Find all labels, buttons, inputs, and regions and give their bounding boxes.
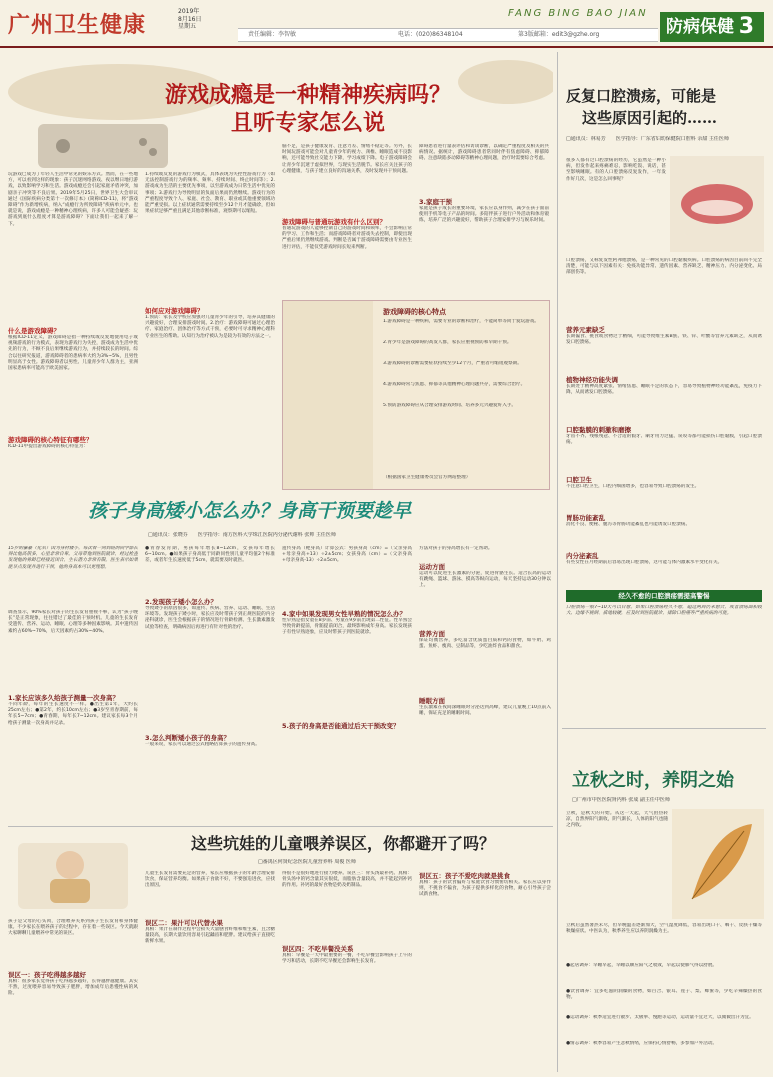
subhead-myth1: 误区一：孩子吃得越多越好: [8, 971, 86, 979]
column-divider: [557, 52, 558, 1072]
subhead-intervention: 5.孩子的身高是否能通过后天干预改变？: [282, 722, 400, 730]
art1-col2: 1.持续或反复的游戏行为模式，具体表现为失控性游戏行为（如无法控制游戏行为的频率、频率、持续时间、终止时间等）；2.游戏成为生活的主要优先事项，以至游戏成为日常生活中优先的事项；3.游戏行为导致明显的负面后果而仍然继续。游戏行为的严重程度导致个人、家庭、社会、教育、职业或其他重要领域功能严重受损。以上症状通常需要持续至少12个月才能确诊，但如果症状足够严重且满足其他诊断标准，观察期可以缩短。 如何应对游戏障碍？ 1.预防：家长及学校应加强对儿童青少年的引导，培养其健康的兴趣爱好，合理安排游戏时间。2.治疗：游戏障碍可通过心理治疗、家庭治疗、团体治疗等方式干预，必要时可寻求精神心理科专业医生的帮助。认知行为治疗被认为是较为有效的方法之一。: [145, 172, 275, 339]
subhead-precocious: 4.家中如果发现男女性早熟的情况怎么办？: [282, 610, 406, 618]
decor-gamepad-button: [139, 138, 147, 146]
art2-col2: ●青春发育期，男孩每年增长8~12cm，女孩每年增长6~10cm。●如果孩子身高低于同龄同性别儿童平均值2个标准差，或者年生长速度低于5cm，就需要及时就医。 2.发现孩子矮小怎么办？ 导致矮小的原因很多，如遗传、疾病、营养、运动、睡眠、生活环境等。发现孩子矮小时，家长应及时带孩子到正规医院的内分泌科就诊，医生会根据孩子的情况进行骨龄检测、生长激素激发试验等检查，明确病因后再进行有针对性的治疗。 3.怎么判断矮小孩子的身高？ 一般来说，家长可以通过公式粗略估算孩子的遗传身高。: [145, 546, 275, 747]
subhead-how-to-cope: 如何应对游戏障碍？: [145, 307, 204, 315]
art1-col4: 障碍患者进行量表评估和访谈诊断，以确定严重程度及相关的共病情况。据统计，游戏障碍患者常同时伴有焦虑障碍、抑郁障碍、注意缺陷多动障碍等精神心理问题，治疗时需要综合考虑。 3.家庭干预 家庭是孩子成长的重要环境，家长应以身作则，减少在孩子面前使用手机等电子产品的时间。多陪伴孩子进行户外活动和体育锻炼，培养广泛的兴趣爱好，帮助孩子合理安排学习与娱乐时间。: [419, 144, 549, 224]
header-rule: [0, 46, 773, 48]
box-title: 游戏障碍的核心特点: [383, 308, 446, 316]
decor-gamepad-dpad: [56, 139, 70, 153]
page-header: [0, 0, 773, 46]
decor-cloud-right: [458, 60, 553, 104]
article-title-line1: 反复口腔溃疡，可能是: [566, 87, 717, 105]
art2-title-band: [8, 494, 553, 530]
subhead-myth4: 误区四：不吃早餐没关系: [282, 945, 354, 953]
issue-date: 2019年 8月16日 星期五: [178, 8, 202, 30]
side2-intro: 立秋，是秋天的开始。从这一天起，天气由热转凉，自然界阳气渐收，阴气渐长，人体的阳气也随之内收。: [566, 811, 668, 829]
subhead-myth5: 误区五：孩子不爱吃肉就是挑食: [419, 872, 510, 880]
art1-col1: 玩游戏已成为了年轻人生活中常见的娱乐方式。然而，在一些地方，可以看到这样的现象：孩子沉迷网络游戏、夜以继日地打游戏，以致影响学习和生活。游戏成瘾还会引起家庭矛盾冲突，加剧亲子冲突等不良后果。2019年5月25日，世界卫生大会审议通过《国际疾病分类第十一次修订本》(简称ICD-11)，将“游戏障碍”作为新增疾病，纳入“成瘾行为所致障碍”疾病单元中。也就是说，游戏成瘾是一种精神心理疾病，许多人可能会疑惑：玩游戏到底什么程度才算是游戏障碍？下面让我们一起来了解一下。 什么是游戏障碍？ 根据ICD-11定义，游戏障碍是指一种持续或反复地使用电子或视频游戏的行为模式，表现为游戏行为失控，游戏成为生活中优先的行为，不顾不良后果继续游戏行为，并持续较长的时间。综合以往研究报道，游戏障碍者的患病率大约为3%~5%，且男性明显高于女性。游戏障碍者以男性、儿童青少年人群为主，亚洲国家患病率可能高于欧美国家。 游戏障碍的核心特征有哪些？ ICD-11中提出游戏障碍的核心特征为：: [8, 172, 138, 449]
header-info-strip: [238, 28, 658, 42]
email-label: 第3版邮箱：edit3@gzhe.org: [518, 31, 600, 38]
box-items: [383, 319, 543, 424]
art2-byline: □通讯员：张晓芬 医学指导：南方医科大学珠江医院内分泌代谢科 张帅 主任医师: [148, 532, 336, 538]
subhead-judge: 3.怎么判断矮小孩子的身高？: [145, 734, 230, 742]
article-title-line2: 这些原因引起的……: [582, 109, 718, 127]
side1-body: 口腔溃疡，又称复发性阿弗他溃疡，是一种常见的口腔黏膜疾病。口腔溃疡的病因目前尚不完全清楚，可能与以下因素有关：免疫功能异常、遗传因素、营养缺乏、精神压力、内分泌变化、局部创伤等。 营养元素缺乏 长期偏食、挑食或食物过于精细，可能导致维生素B族、铁、锌、叶酸等营养元素缺乏，从而诱发口腔溃疡。 植物神经功能失调 长期处于精神高度紧张、情绪焦虑、睡眠不足的状态下，容易导致植物神经功能紊乱，免疫力下降，从而诱发口腔溃疡。 口腔黏膜的刺激和磨擦 牙齿不齐、残根残冠、不合适的假牙、刷牙用力过猛、误咬等都可能损伤口腔黏膜，引起口腔溃疡。 口腔卫生 不注意口腔卫生，口腔内细菌增多，也容易导致口腔溃疡的发生。 胃肠功能紊乱 消化不良、便秘、腹泻等胃肠功能紊乱也可能诱发口腔溃疡。 内分泌紊乱 有些女性在月经期前后容易出现口腔溃疡，这可能与体内激素水平变化有关。 经久不愈的口腔溃疡需提高警惕 口腔溃疡一般7~10天可以自愈。如果口腔溃疡经久不愈，超过两周仍未愈合，或者溃疡面积较大、边缘不规则、质地较硬，应及时到医院就诊，排除口腔癌等严重疾病的可能。: [566, 258, 762, 718]
subhead-endocrine: 内分泌紊乱: [566, 552, 599, 560]
leaf-illustration: [672, 809, 764, 919]
art3-col1: 孩子是父母的心头肉，合理喂养关系到孩子生长发育和身体健康。不少家长在喂养孩子的过程中，存在着一些误区。今天就跟大家聊聊儿童喂养中常见的误区。 误区一：孩子吃得越多越好 真相：很多家长觉得孩子吃得越多越好，长得越胖越健康。其实不然，过度喂养容易导致孩子肥胖，增加成年后患慢性病的风险。: [8, 919, 138, 997]
ulcer-spot: [691, 200, 743, 216]
subhead-exercise: 运动方面: [419, 563, 445, 571]
subhead-hygiene: 口腔卫生: [566, 476, 592, 484]
subhead-stomach: 胃肠功能紊乱: [566, 514, 605, 522]
section-banner: [660, 12, 764, 42]
art3-col2: 儿童生长发育需要充足的营养，家长应根据孩子的年龄合理安排饮食，保证营养均衡。如果孩子食欲不好，不要强迫进食，应找出原因。 误区二：果汁可以代替水果 真相：果汁在制作过程中会损失大量膳食纤维和维生素，且含糖量较高，长期大量饮用容易引起龋齿和肥胖。建议给孩子直接吃新鲜水果。: [145, 871, 275, 945]
article-autumn: [562, 728, 766, 1073]
subhead-friction: 口腔黏膜的刺激和磨擦: [566, 426, 631, 434]
subhead-nerve: 植物神经功能失调: [566, 376, 618, 384]
subhead-what-to-do: 2.发现孩子矮小怎么办？: [145, 598, 217, 606]
subhead-what-is: 什么是游戏障碍？: [8, 327, 60, 335]
subhead-family: 3.家庭干预: [419, 198, 452, 206]
subhead-core-features: 游戏障碍的核心特征有哪些？: [8, 436, 93, 444]
subhead-measure: 1.家长应该多久给孩子测量一次身高？: [8, 694, 119, 702]
article-title: 这些坑娃的儿童喂养误区，你都避开了吗？: [190, 834, 495, 853]
box-item: 3.游戏障碍的诊断需要症状持续至少12个月，严重者可缩短观察期。: [383, 361, 522, 366]
art3-col3: 得很不是很好地进行接力喂养。误区三：骨头汤最补钙。真相：骨头汤中的钙含量其实很低，而脂肪含量较高，并不能起到补钙的作用。补钙的最好食物是奶及奶制品。 误区四：不吃早餐没关系 真相：早餐是一天中最重要的一餐，不吃早餐会影响孩子上午的学习和活动，长期不吃早餐还会影响生长发育。: [282, 871, 412, 965]
article-title: 孩子身高矮小怎么办？身高干预要趁早: [88, 500, 412, 522]
box-item: 1.游戏障碍是一种疾病，需要专业的诊断和治疗，不能简单等同于爱玩游戏。: [383, 319, 539, 324]
decor-gamepad-button-2: [149, 148, 157, 156]
lips-illustration: [670, 156, 764, 252]
box-illustration-panel: [283, 301, 373, 489]
box-item: 5.预防游戏障碍应从合理安排游戏时间、培养多元兴趣爱好入手。: [383, 403, 517, 408]
art3-byline: □番禺区何贤纪念医院儿童营养科 周俊 医师: [258, 859, 356, 865]
warning-bar: 经久不愈的口腔溃疡需提高警惕: [566, 590, 762, 602]
feeding-illustration: [10, 833, 140, 913]
art1-col3: 脑不足，是孩子健康发育、注意力差、情绪不稳定等。另外，长时间玩游戏可能会对儿童青少年的视力、颈椎、睡眠造成不良影响，还可能导致社交能力下降，学习成绩下降。电子游戏障碍会让青少年沉迷于虚拟世界，与现实生活脱节。家长应关注孩子的心理健康，与孩子建立良好的沟通关系，及时发现并干预问题。 游戏障碍与普通玩游戏有什么区别？ 普通玩游戏的人能够控制自己的游戏时间和频率，不会影响正常的学习、工作和生活；而游戏障碍者对游戏失去控制，即使出现严重后果仍然继续游戏。判断是否属于游戏障碍需要由专业医生进行评估，不能仅凭游戏时间长短来判断。: [282, 144, 412, 250]
side2-byline: □广州市中医医院肾内科 张成 副主任中医师: [572, 797, 670, 803]
article-mouth-ulcer: [562, 52, 766, 724]
newspaper-logo: 广州卫生健康: [8, 12, 147, 38]
child-body: [50, 879, 90, 903]
section-pinyin: FANG BING BAO JIAN: [508, 8, 648, 19]
article-title-line2: 且听专家怎么说: [230, 111, 385, 136]
article-child-height: [8, 494, 553, 824]
article-feeding-myths: [8, 826, 553, 1073]
side1-byline: □通讯员：林易芳 医学指导：广东省妇幼保健院口腔科 余甜 主任医师: [566, 136, 729, 142]
box-item: 2.青少年是游戏障碍的高发人群，家长应重视预防和早期干预。: [383, 340, 512, 345]
side2-body: 立秋后虽然暑热未尽，但早晚温差逐渐加大，空气湿度降低，容易出现口干、咽干、皮肤干燥等秋燥症状。中医认为，秋季养生应以养阴润燥为主。 ●起居调养：早睡早起，早睡以顺应阳气之收敛，早起以使肺气得以舒展。 ●饮食调养：宜多吃滋阴润燥的食物，如百合、银耳、莲子、梨、蜂蜜等，少吃辛辣燥热的食物。 ●运动调养：秋季适宜进行散步、太极拳、慢跑等运动，运动量不宜过大，以微微出汗为宜。 ●情志调养：秋季容易产生悲秋情绪，应保持心情舒畅，多参加户外活动。: [566, 923, 762, 1046]
core-features-box: [282, 300, 550, 490]
side1-intro: 很多人都有过口腔溃疡的经历，它虽然是一种小病，但发作起来疼痛难忍，影响吃饭、说话，甚至影响睡眠。有的人口腔溃疡反复发作，一年发作好几次，这是怎么回事呢？: [566, 158, 666, 182]
child-head: [56, 851, 84, 879]
subhead-nutrition: 营养方面: [419, 630, 445, 638]
art2-col3: 遗传身高（靶身高）计算公式：男孩身高（cm）=（父亲身高+母亲身高+13）÷2±5cm；女孩身高（cm）=（父亲身高+母亲身高-13）÷2±5cm。 4.家中如果发现男女性早熟的情况怎么办？ 性早熟是指女童在8岁前、男童在9岁前出现第二性征。性早熟会导致骨龄提前，骨骺提前闭合，最终影响成年身高。家长发现孩子有性早熟迹象，应及时带孩子到医院就诊。 5.孩子的身高是否能通过后天干预改变？: [282, 546, 412, 730]
art3-col4: 误区五：孩子不爱吃肉就是挑食 真相：孩子的饮食偏好与家庭饮食习惯密切相关。家长应以身作则，不挑食不偏食，为孩子提供多样化的食物，耐心引导孩子尝试新食物。: [419, 872, 551, 898]
editor-label: 责任编辑：李智敏: [248, 31, 297, 38]
art2-col1: 15岁的嘉豪（化名）因为身材矮小，每次看一同到班的同学都长得比他高很多，心里非常自卑。父母带他到医院就诊，经过检查发现他的骨龄已经接近闭合，生长潜力非常有限。医生表示如果能早点发现并进行干预，他的身高本可以更理想。 调查显示，90%家长对孩子的生长发育重视不够，认为“孩子晚长”是正常现象，往往错过了最佳的干预时机。儿童的生长发育受遗传、营养、运动、睡眠、心理等多种因素影响。其中遗传因素约占60%~70%，后天因素约占30%~40%。 1.家长应该多久给孩子测量一次身高？ 不同年龄，每年的生长速度不一样。●出生第1年，大约长25cm左右；●第2年，约长10cm左右；●3岁至青春期前，每年长5~7cm；●青春期，每年长7~12cm。建议家长每3个月给孩子测量一次身高并记录。: [8, 546, 138, 726]
section-name: 防病保健: [666, 17, 734, 37]
art2-col4: 方法对孩子的身高增长有一定帮助。 运动方面 运动可以促进生长激素的分泌，促进骨骼生长。适合长高的运动有跳绳、篮球、游泳、摸高等纵向运动，每天坚持运动30分钟以上。 营养方面 保证均衡营养，多吃富含优质蛋白质和钙的食物，如牛奶、鸡蛋、鱼虾、瘦肉、豆制品等，少吃油炸食品和甜食。 睡眠方面 生长激素在夜间深睡眠时分泌达到高峰，建议儿童晚上10点前入睡，保证充足的睡眠时间。: [419, 546, 551, 717]
box-source: （根据国家卫生健康委员会官方网站整理）: [383, 475, 471, 480]
article-title-line1: 游戏成瘾是一种精神疾病吗？: [164, 83, 451, 108]
article-gaming-disorder: [8, 52, 553, 492]
warning-note: 口腔溃疡一般7~10天可以自愈。如果口腔溃疡经久不愈，超过两周仍未愈合，或者溃疡面积较大、边缘不规则、质地较硬，应及时到医院就诊，排除口腔癌等严重疾病的可能。: [566, 605, 762, 617]
box-item: 4.游戏障碍常与焦虑、抑郁等其他精神心理问题共存，需要综合治疗。: [383, 382, 526, 387]
page-number: 3: [738, 14, 754, 39]
phone-label: 电话：(020)86348104: [398, 31, 463, 38]
subhead-nutrient: 营养元素缺乏: [566, 326, 605, 334]
article-title: 立秋之时，养阴之始: [572, 770, 734, 791]
subhead-difference: 游戏障碍与普通玩游戏有什么区别？: [282, 218, 386, 226]
subhead-myth2: 误区二：果汁可以代替水果: [145, 919, 223, 927]
subhead-sleep: 睡眠方面: [419, 697, 445, 705]
